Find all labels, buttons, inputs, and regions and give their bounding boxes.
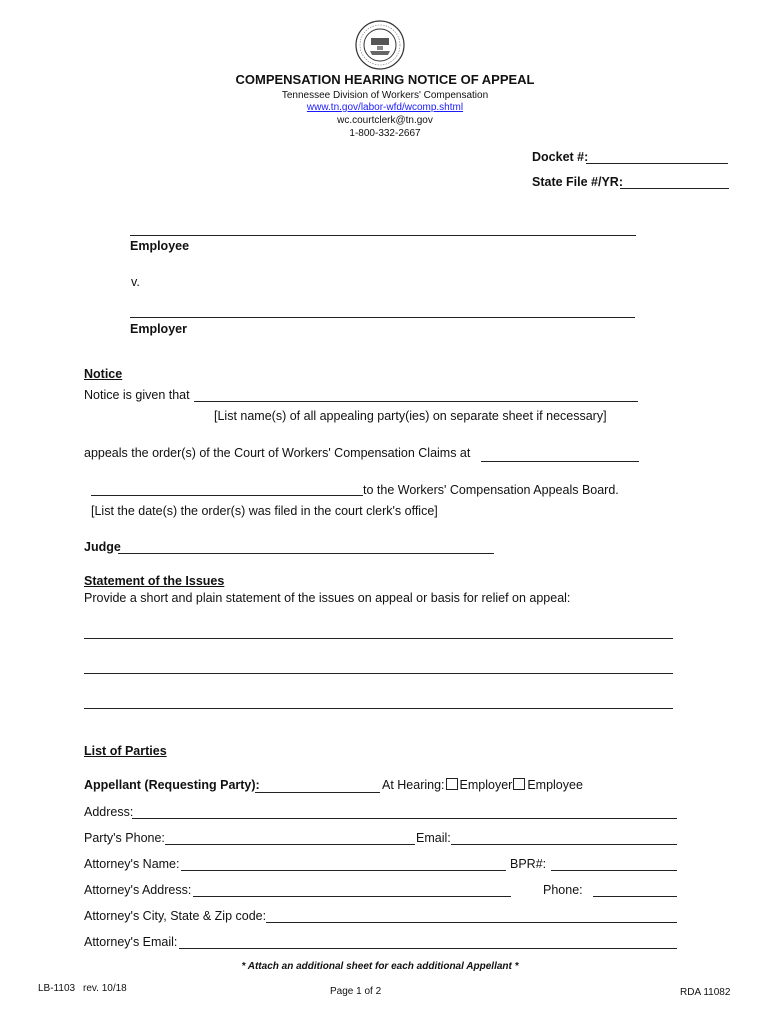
issues-line-1[interactable] (84, 638, 673, 639)
attorney-email-field[interactable] (179, 948, 677, 949)
bpr-label: BPR#: (510, 857, 547, 871)
docket-label: Docket #: (532, 150, 589, 164)
issues-instruction: Provide a short and plain statement of the issues on appeal or basis for relief on appeal: (84, 591, 571, 605)
at-hearing-label: At Hearing: (382, 778, 445, 792)
agency-name: Tennessee Division of Workers' Compensation (281, 90, 489, 101)
address-field[interactable] (132, 818, 677, 819)
notice-given-label: Notice is given that (84, 388, 190, 402)
party-email-field[interactable] (451, 844, 677, 845)
website-link[interactable] (0, 102, 770, 113)
attach-note: * Attach an additional sheet for each additional Appellant * (241, 961, 519, 972)
clerk-email: wc.courtclerk@tn.gov (337, 115, 433, 126)
page-number: Page 1 of 2 (330, 986, 382, 997)
address-label: Address: (84, 805, 134, 819)
court-location-field[interactable] (481, 461, 639, 462)
website-link-text[interactable]: www.tn.gov/labor-wfd/wcomp.shtml (306, 102, 464, 113)
order-date-field[interactable] (91, 495, 363, 496)
parties-heading: List of Parties (84, 744, 167, 758)
form-title: COMPENSATION HEARING NOTICE OF APPEAL (235, 72, 535, 87)
attorney-city-field[interactable] (266, 922, 677, 923)
form-number: LB-1103 (38, 983, 76, 994)
attorney-name-label: Attorney's Name: (84, 857, 180, 871)
employer-option-label: Employer (459, 778, 513, 792)
at-hearing-group (382, 778, 583, 792)
state-seal (355, 20, 405, 70)
employer-checkbox[interactable] (446, 778, 458, 790)
appealing-party-field[interactable] (194, 401, 638, 402)
dates-hint: [List the date(s) the order(s) was filed in the court clerk's office] (91, 504, 438, 518)
attorney-address-label: Attorney's Address: (84, 883, 192, 897)
party-phone-label: Party's Phone: (84, 831, 165, 845)
employee-field[interactable] (130, 235, 636, 236)
appeals-text: appeals the order(s) of the Court of Workers' Compensation Claims at (84, 446, 471, 460)
revision: rev. 10/18 (83, 983, 127, 994)
attorney-email-label: Attorney's Email: (84, 935, 178, 949)
employee-label: Employee (130, 239, 190, 253)
phone-label: Phone: (543, 883, 583, 897)
attorney-city-label: Attorney's City, State & Zip code: (84, 909, 267, 923)
employer-field[interactable] (130, 317, 635, 318)
party-phone-field[interactable] (165, 844, 415, 845)
judge-field[interactable] (118, 553, 494, 554)
attorney-name-field[interactable] (181, 870, 506, 871)
bpr-field[interactable] (551, 870, 677, 871)
employee-checkbox[interactable] (513, 778, 525, 790)
issues-line-3[interactable] (84, 708, 673, 709)
toll-free-phone: 1-800-332-2667 (349, 128, 421, 139)
state-file-field[interactable] (620, 188, 729, 189)
issues-heading: Statement of the Issues (84, 574, 225, 588)
appellant-field[interactable] (255, 792, 380, 793)
judge-label: Judge (84, 540, 121, 554)
attorney-phone-field[interactable] (593, 896, 677, 897)
versus-text: v. (131, 275, 140, 289)
rda-number: RDA 11082 (680, 987, 731, 998)
names-hint: [List name(s) of all appealing party(ies) on separate sheet if necessary] (214, 409, 607, 423)
state-file-label: State File #/YR: (532, 175, 623, 189)
board-text: to the Workers' Compensation Appeals Board. (363, 483, 619, 497)
email-label: Email: (416, 831, 451, 845)
employee-option-label: Employee (527, 778, 583, 792)
employer-label: Employer (130, 322, 187, 336)
appellant-label: Appellant (Requesting Party): (84, 778, 260, 792)
attorney-address-field[interactable] (193, 896, 511, 897)
docket-field[interactable] (586, 163, 728, 164)
issues-line-2[interactable] (84, 673, 673, 674)
notice-heading: Notice (84, 367, 123, 381)
